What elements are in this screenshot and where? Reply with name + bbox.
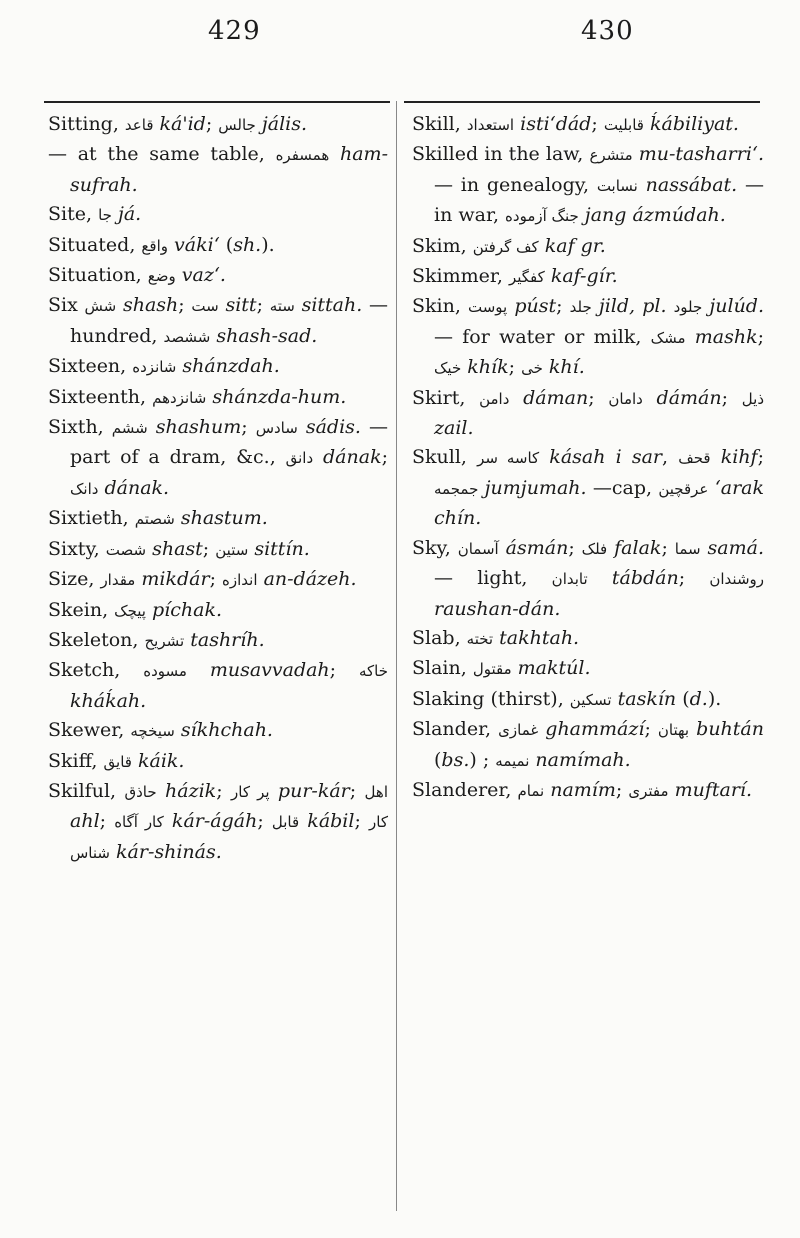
dictionary-entry bbox=[48, 747, 388, 777]
arabic-script: تابدان bbox=[551, 570, 588, 589]
header-rule-left bbox=[44, 101, 390, 103]
entry-text: Sixty, bbox=[48, 537, 106, 560]
arabic-script: تشريح bbox=[144, 631, 185, 650]
transliteration: sitt bbox=[218, 294, 257, 317]
arabic-script: کار آگاه bbox=[114, 813, 164, 832]
entry-text: ; bbox=[381, 446, 388, 469]
transliteration: píchak. bbox=[145, 598, 223, 621]
arabic-script: دانک bbox=[70, 479, 99, 498]
arabic-script: ششصد bbox=[163, 327, 211, 346]
entry-text: Size, bbox=[48, 568, 101, 591]
transliteration: kaf-gír. bbox=[544, 265, 618, 288]
entry-text: ; bbox=[209, 568, 223, 591]
entry-text: ; bbox=[99, 810, 115, 833]
transliteration: házik bbox=[156, 779, 217, 802]
dictionary-entry bbox=[48, 200, 388, 230]
arabic-script: قابل bbox=[271, 813, 300, 832]
arabic-script: کاسه سر bbox=[477, 449, 540, 468]
header-rule-right bbox=[404, 101, 760, 103]
entry-text: Slain, bbox=[412, 657, 473, 680]
transliteration: sittín. bbox=[248, 537, 310, 560]
transliteration: nassábat. bbox=[637, 173, 738, 196]
entry-text: — in genealogy, bbox=[434, 173, 597, 196]
transliteration: kábil bbox=[299, 810, 355, 833]
dictionary-entry bbox=[48, 383, 388, 413]
dictionary-entry bbox=[412, 715, 764, 776]
transliteration: kásah i sar bbox=[539, 446, 662, 469]
entry-text: Skim, bbox=[412, 234, 473, 257]
entry-text: ; bbox=[349, 779, 365, 802]
entry-text: Sky, bbox=[412, 536, 458, 559]
transliteration: já. bbox=[111, 203, 142, 226]
entry-text: ). bbox=[261, 233, 275, 256]
dictionary-entry bbox=[48, 716, 388, 746]
entry-text: Sitting, bbox=[48, 113, 125, 135]
transliteration: ghammází bbox=[538, 718, 645, 741]
transliteration: tábdán bbox=[587, 567, 679, 590]
entry-text: ; bbox=[205, 113, 219, 135]
arabic-script: جلود bbox=[673, 298, 703, 317]
arabic-script: سما bbox=[674, 539, 701, 558]
arabic-script: عرقچين bbox=[658, 479, 709, 498]
transliteration: kihf bbox=[710, 446, 758, 469]
entry-text: — for water or milk, bbox=[434, 325, 651, 348]
arabic-script: ششم bbox=[111, 419, 148, 438]
arabic-script: کف گرفتن bbox=[472, 237, 539, 256]
entry-text: Sixtieth, bbox=[48, 507, 135, 530]
dictionary-entry bbox=[48, 413, 388, 504]
transliteration: sh. bbox=[233, 233, 262, 256]
transliteration: buhtán bbox=[689, 718, 764, 741]
dictionary-entry bbox=[48, 231, 388, 261]
transliteration: shánzdah. bbox=[176, 355, 280, 378]
transliteration: púst bbox=[507, 295, 557, 318]
entry-text: Skirt, bbox=[412, 386, 480, 409]
arabic-script: شصت bbox=[105, 540, 147, 559]
transliteration: mikdár bbox=[135, 568, 210, 591]
transliteration: ham-sufrah. bbox=[70, 143, 388, 196]
entry-text: — at the same table, bbox=[48, 143, 276, 166]
transliteration: jális. bbox=[255, 113, 308, 135]
arabic-script: مفتری bbox=[628, 781, 669, 800]
entry-text: Skein, bbox=[48, 598, 115, 621]
transliteration: bs. bbox=[441, 748, 470, 771]
entry-text: ; bbox=[661, 536, 675, 559]
transliteration: khík bbox=[461, 356, 509, 379]
dictionary-entry bbox=[48, 777, 388, 868]
entry-text bbox=[666, 295, 673, 317]
entry-text: ( bbox=[219, 233, 234, 256]
dictionary-entry bbox=[412, 384, 764, 444]
arabic-script: تسکين bbox=[569, 690, 612, 709]
entry-text: ; bbox=[216, 779, 231, 802]
arabic-script: شانزده bbox=[132, 358, 177, 377]
dictionary-entry bbox=[48, 291, 388, 352]
transliteration: mu-tasharriʻ. bbox=[632, 143, 764, 166]
dictionary-entry bbox=[48, 535, 388, 565]
page-number-left: 429 bbox=[208, 16, 261, 46]
arabic-script: واقع bbox=[141, 236, 168, 255]
transliteration: namímah. bbox=[529, 748, 631, 771]
arabic-script: پر کار bbox=[231, 782, 270, 801]
entry-text: ( bbox=[434, 748, 442, 771]
dictionary-entry bbox=[412, 776, 764, 806]
entry-text: ; bbox=[568, 536, 582, 559]
transliteration: dámán bbox=[642, 386, 722, 409]
transliteration: zail. bbox=[434, 417, 474, 440]
entry-text: ; bbox=[721, 386, 742, 409]
transliteration: an-dázeh. bbox=[257, 568, 357, 591]
entry-text: Sixteenth, bbox=[48, 385, 153, 408]
transliteration: namím bbox=[544, 778, 616, 801]
arabic-script: سيخچه bbox=[130, 722, 175, 741]
entry-text: ) ; bbox=[469, 748, 496, 771]
arabic-script: وضع bbox=[147, 267, 176, 286]
dictionary-entry bbox=[412, 262, 764, 292]
transliteration: maktúl. bbox=[511, 657, 591, 680]
dictionary-entry bbox=[48, 626, 388, 656]
transliteration: raushan-dán. bbox=[434, 597, 561, 620]
arabic-script: پوست bbox=[467, 298, 508, 317]
transliteration: shash bbox=[116, 294, 179, 317]
dictionary-entry bbox=[48, 140, 388, 200]
transliteration: d. bbox=[689, 687, 708, 710]
entry-text: ; bbox=[615, 778, 629, 801]
entry-text: ; bbox=[354, 810, 370, 833]
arabic-script: همسفره bbox=[275, 146, 330, 165]
dictionary-entry bbox=[48, 565, 388, 595]
transliteration: síkhchah. bbox=[174, 719, 273, 742]
entry-text: ; bbox=[644, 718, 658, 741]
transliteration: mashk bbox=[685, 325, 758, 348]
arabic-script: ذيل bbox=[741, 389, 764, 408]
entry-text: ; bbox=[757, 325, 764, 348]
arabic-script: مشک bbox=[650, 328, 686, 347]
arabic-script: شصتم bbox=[134, 510, 175, 529]
arabic-script: بهتان bbox=[657, 721, 690, 740]
dictionary-entry bbox=[412, 654, 764, 684]
arabic-script: نسابت bbox=[596, 176, 638, 195]
transliteration: vákiʻ bbox=[168, 233, 220, 256]
arabic-script: مقتول bbox=[472, 660, 512, 679]
column-divider bbox=[396, 101, 397, 1211]
entry-text: ; bbox=[588, 386, 609, 409]
arabic-script: دامن bbox=[479, 389, 510, 408]
arabic-script: کفگير bbox=[508, 268, 545, 287]
arabic-script: ست bbox=[191, 297, 219, 316]
transliteration: sittah. bbox=[294, 294, 363, 317]
arabic-script: روشندان bbox=[709, 570, 764, 589]
transliteration: kháḱah. bbox=[70, 689, 147, 712]
transliteration: kaf gr. bbox=[538, 234, 606, 257]
transliteration: ahl bbox=[70, 810, 100, 833]
arabic-script: قاعد bbox=[124, 116, 154, 134]
transliteration: kár-ágáh bbox=[163, 810, 258, 833]
dictionary-entry bbox=[48, 110, 388, 140]
dictionary-entry bbox=[412, 624, 764, 654]
dictionary-entry bbox=[412, 685, 764, 715]
arabic-script: خيک bbox=[434, 359, 462, 378]
dictionary-entry bbox=[412, 110, 764, 140]
transliteration: kár-shinás. bbox=[109, 840, 222, 863]
arabic-script: جالس bbox=[218, 116, 256, 134]
transliteration: dáman bbox=[509, 386, 589, 409]
entry-text: — part of a dram, &c., bbox=[70, 416, 388, 469]
arabic-script: جمجمه bbox=[434, 479, 479, 498]
entry-text: Slander, bbox=[412, 718, 499, 741]
transliteration: istiʻdád bbox=[514, 113, 592, 135]
entry-text: ; bbox=[678, 567, 710, 590]
arabic-script: سادس bbox=[255, 419, 298, 438]
transliteration: samá. bbox=[700, 536, 764, 559]
transliteration: dának bbox=[313, 446, 382, 469]
arabic-script: شانزدهم bbox=[152, 388, 207, 407]
transliteration: ʻarak chín. bbox=[434, 476, 764, 530]
transliteration: pl. bbox=[642, 295, 667, 318]
entry-text: ; bbox=[241, 416, 256, 439]
transliteration: ásmán bbox=[498, 536, 569, 559]
entry-text: ( bbox=[676, 687, 690, 710]
arabic-script: متشرع bbox=[589, 146, 633, 165]
arabic-script: استعداد bbox=[466, 116, 515, 134]
arabic-script: قحف bbox=[678, 449, 711, 468]
right-column bbox=[412, 110, 764, 806]
arabic-script: جا bbox=[98, 206, 112, 225]
transliteration: káik. bbox=[131, 749, 185, 772]
transliteration: khí. bbox=[542, 356, 585, 379]
entry-text: ; bbox=[591, 113, 604, 135]
entry-text: — light, bbox=[434, 567, 552, 590]
arabic-script: آسمان bbox=[457, 539, 499, 558]
dictionary-entry bbox=[48, 596, 388, 626]
transliteration: tashríh. bbox=[184, 628, 265, 651]
transliteration: jild, bbox=[591, 295, 636, 318]
arabic-script: اندازه bbox=[222, 571, 258, 590]
arabic-script: نميمه bbox=[495, 751, 530, 770]
arabic-script: نمام bbox=[517, 781, 545, 800]
entry-text: Skilful, bbox=[48, 779, 125, 802]
dictionary-entry bbox=[48, 261, 388, 291]
transliteration: julúd. bbox=[702, 295, 765, 318]
arabic-script: مسوده bbox=[143, 662, 187, 681]
transliteration: shast bbox=[146, 537, 203, 560]
entry-text: Situated, bbox=[48, 233, 142, 256]
entry-text: Slaking (thirst), bbox=[412, 687, 570, 710]
transliteration: vazʻ. bbox=[175, 264, 226, 287]
entry-text: ). bbox=[707, 687, 722, 710]
arabic-script: جلد bbox=[569, 298, 592, 317]
arabic-script: جنگ آزموده bbox=[505, 207, 579, 226]
dictionary-entry bbox=[48, 352, 388, 382]
arabic-script: حاذق bbox=[124, 782, 157, 801]
dictionary-entry bbox=[412, 140, 764, 231]
transliteration: dának. bbox=[98, 476, 170, 499]
transliteration: shánzda-hum. bbox=[206, 385, 347, 408]
entry-text: —cap, bbox=[586, 476, 659, 499]
entry-text: ; bbox=[257, 810, 272, 833]
entry-text: Skewer, bbox=[48, 719, 131, 742]
transliteration: shashum bbox=[147, 416, 242, 439]
entry-text: Skill, bbox=[412, 113, 467, 135]
arabic-script: مقدار bbox=[100, 571, 136, 590]
left-column bbox=[48, 110, 388, 868]
arabic-script: دانق bbox=[285, 449, 314, 468]
arabic-script: تخته bbox=[466, 629, 494, 648]
arabic-script: قايق bbox=[103, 752, 132, 771]
transliteration: jumjumah. bbox=[478, 476, 587, 499]
entry-text: ; bbox=[256, 294, 270, 317]
transliteration: taskín bbox=[611, 687, 677, 710]
arabic-script: دامان bbox=[608, 389, 643, 408]
dictionary-entry bbox=[412, 232, 764, 262]
entry-text: Sketch, bbox=[48, 659, 144, 682]
entry-text: ; bbox=[556, 295, 570, 318]
entry-text: Situation, bbox=[48, 264, 148, 287]
entry-text: ; bbox=[202, 537, 216, 560]
dictionary-entry bbox=[48, 656, 388, 716]
transliteration: takhtah. bbox=[493, 626, 580, 649]
entry-text: Slab, bbox=[412, 626, 467, 649]
entry-text: , bbox=[662, 446, 679, 469]
transliteration: shash-sad. bbox=[210, 324, 318, 347]
transliteration: sádis. bbox=[297, 416, 361, 439]
transliteration: musavvadah bbox=[186, 659, 330, 682]
transliteration: ká'id bbox=[153, 113, 206, 135]
entry-text: — in war, bbox=[434, 173, 765, 227]
arabic-script: اهل bbox=[364, 782, 388, 801]
entry-text: Skilled in the law, bbox=[412, 143, 590, 166]
entry-text: ; bbox=[508, 356, 522, 379]
entry-text: Six bbox=[48, 294, 85, 317]
entry-text: Sixteen, bbox=[48, 355, 133, 378]
arabic-script: فلک bbox=[581, 539, 608, 558]
arabic-script: خی bbox=[521, 359, 543, 378]
arabic-script: غمازی bbox=[498, 721, 539, 740]
transliteration: jang ázmúdah. bbox=[578, 204, 726, 227]
entry-text: Skiff, bbox=[48, 749, 104, 772]
arabic-script: سته bbox=[269, 297, 295, 316]
entry-text: ; bbox=[329, 659, 359, 682]
dictionary-entry bbox=[412, 292, 764, 383]
entry-text: ; bbox=[178, 294, 192, 317]
transliteration: falak bbox=[607, 536, 662, 559]
entry-text: — hundred, bbox=[70, 294, 389, 347]
arabic-script: ستين bbox=[215, 540, 249, 559]
entry-text: Slanderer, bbox=[412, 778, 518, 801]
arabic-script: قابليت bbox=[603, 116, 644, 134]
transliteration: ḱábiliyat. bbox=[643, 113, 739, 135]
entry-text: Skin, bbox=[412, 295, 468, 318]
arabic-script: شش bbox=[84, 297, 117, 316]
arabic-script: خاکه bbox=[358, 662, 388, 681]
entry-text: Skimmer, bbox=[412, 265, 509, 288]
dictionary-entry bbox=[48, 504, 388, 534]
entry-text: Sixth, bbox=[48, 416, 112, 439]
transliteration: shastum. bbox=[174, 507, 268, 530]
transliteration: muftarí. bbox=[668, 778, 753, 801]
entry-text: Skeleton, bbox=[48, 628, 145, 651]
arabic-script: پيچک bbox=[114, 601, 146, 620]
page-number-right: 430 bbox=[581, 16, 634, 46]
entry-text: Site, bbox=[48, 203, 99, 226]
entry-text: ; bbox=[757, 446, 764, 469]
entry-text: Skull, bbox=[412, 446, 478, 469]
arabic-script: کار شناس bbox=[70, 813, 388, 862]
dictionary-entry bbox=[412, 443, 764, 533]
transliteration: pur-kár bbox=[269, 779, 350, 802]
dictionary-entry bbox=[412, 534, 764, 624]
